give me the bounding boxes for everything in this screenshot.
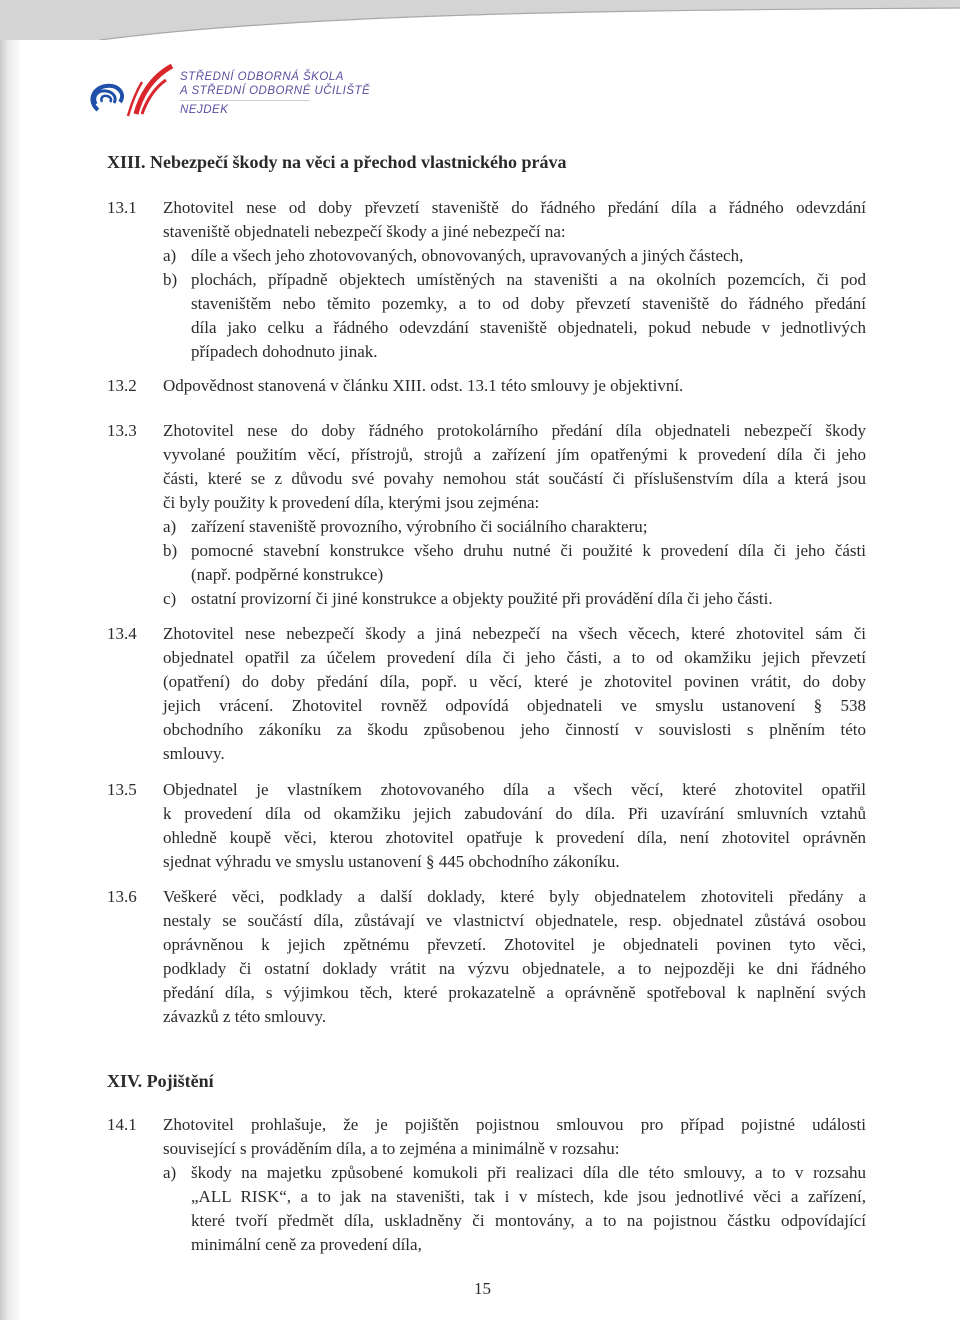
text-line: Veškeré věci, podklady a další doklady, které byly objednatelem zhotoviteli předány a bbox=[163, 887, 866, 906]
paragraph-number: 13.6 bbox=[107, 887, 137, 906]
text-line: (opatření) do doby předání díla, popř. u věcí, které je zhotovitel povinen vrátit, do doby bbox=[163, 672, 866, 691]
text-line: podklady či ostatní doklady vrátit na výzvu objednatele, a to nejpozději ke dni řádného bbox=[163, 959, 866, 978]
list-item-text: díla jako celku a řádného odevzdání staveniště objednateli, pokud nebude v jednotlivých bbox=[191, 318, 866, 337]
list-item-text: škody na majetku způsobené komukoli při realizaci díla dle této smlouvy, a to v rozsahu bbox=[191, 1163, 866, 1182]
page-number: 15 bbox=[474, 1279, 491, 1298]
list-label: b) bbox=[163, 541, 178, 560]
list-label: a) bbox=[163, 246, 177, 265]
section-heading-xiv: XIV. Pojištění bbox=[107, 1071, 214, 1091]
list-item-text: pomocné stavební konstrukce všeho druhu nutné či použité k provedení díla či jeho části bbox=[191, 541, 866, 560]
list-item-text: které tvoří předmět díla, uskladněny či montovány, a to na pojistnou částku odpovídající bbox=[191, 1211, 866, 1230]
text-line: či byly použity k provedení díla, kterými jsou zejména: bbox=[163, 493, 540, 512]
paragraph-number: 13.5 bbox=[107, 780, 137, 799]
text-line: sjednat výhradu ve smyslu ustanovení § 445 obchodního zákoníku. bbox=[163, 852, 620, 871]
school-line: A STŘEDNÍ ODBORNÉ UČILIŠTĚ bbox=[180, 85, 371, 97]
list-label: a) bbox=[163, 517, 177, 536]
list-item-text: staveništěm nebo těmito pozemky, a to od doby převzetí staveniště do řádného předání bbox=[191, 294, 866, 313]
list-item-text: minimální ceně za provedení díla, bbox=[191, 1235, 422, 1254]
paragraph-number: 13.4 bbox=[107, 624, 137, 643]
list-item-text: plochách, případně objektech umístěných na staveništi a na okolních pozemcích, či pod bbox=[191, 270, 866, 289]
text-line: vyvolané použitím věcí, přístrojů, strojů a zařízení jím opatřenými k provedení díla či jeho bbox=[163, 445, 866, 464]
school-line: NEJDEK bbox=[180, 104, 229, 116]
text-line: Zhotovitel nese do doby řádného protokolárního předání díla objednateli nebezpečí škody bbox=[163, 421, 866, 440]
paragraph-number: 14.1 bbox=[107, 1115, 137, 1134]
text-line: závazků z této smlouvy. bbox=[163, 1007, 327, 1026]
section-heading-xiii: XIII. Nebezpečí škody na věci a přechod vlastnického práva bbox=[107, 152, 567, 172]
paragraph-number: 13.1 bbox=[107, 198, 137, 217]
text-line: Zhotovitel nese od doby převzetí staveniště do řádného předání díla a řádného odevzdání bbox=[163, 198, 866, 217]
text-line: objednatel opatřil za účelem provedení díla či jeho části, a to od okamžiku jejich převzetí bbox=[163, 648, 866, 667]
text-line: staveniště objednateli nebezpečí škody a jiné nebezpečí na: bbox=[163, 222, 566, 241]
text-line: jejich vrácení. Zhotovitel rovněž odpovídá objednateli ve smyslu ustanovení § 538 bbox=[163, 696, 866, 715]
text-line: oprávněnou k jejich zpětnému převzetí. Zhotovitel je objednateli povinen tyto věci, bbox=[163, 935, 866, 954]
text-line: obchodního zákoníku za škodu způsobenou jeho činností v souvislosti s plněním této bbox=[163, 720, 866, 739]
text-line: Zhotovitel nese nebezpečí škody a jiná nebezpečí na všech věcech, které zhotovitel sám či bbox=[163, 624, 866, 643]
text-line: Odpovědnost stanovená v článku XIII. odst. 13.1 této smlouvy je objektivní. bbox=[163, 376, 684, 395]
text-line: ohledně koupě věci, kterou zhotovitel opatřuje k provedení díla, není zhotovitel oprávněn bbox=[163, 828, 866, 847]
text-line: části, které se z důvodu své povahy nemohou stát součástí či příslušenstvím díla a která jsou bbox=[163, 469, 866, 488]
text-line: Objednatel je vlastníkem zhotovovaného díla a všech věcí, které zhotovitel opatřil bbox=[163, 780, 866, 799]
text-line: Zhotovitel prohlašuje, že je pojištěn pojistnou smlouvou pro případ pojistné události bbox=[163, 1115, 866, 1134]
list-label: a) bbox=[163, 1163, 177, 1182]
list-label: b) bbox=[163, 270, 178, 289]
text-line: předání díla, s výjimkou těch, které prokazatelně a oprávněně spotřeboval k naplnění svých bbox=[163, 983, 866, 1002]
list-item-text: zařízení staveniště provozního, výrobního či sociálního charakteru; bbox=[191, 517, 648, 536]
list-item-text: díle a všech jeho zhotovovaných, obnovovaných, upravovaných a jiných částech, bbox=[191, 246, 744, 265]
list-label: c) bbox=[163, 589, 177, 608]
school-line: STŘEDNÍ ODBORNÁ ŠKOLA bbox=[180, 71, 344, 83]
list-item-text: (např. podpěrné konstrukce) bbox=[191, 565, 384, 584]
text-line: související s prováděním díla, a to zejména a minimálně v rozsahu: bbox=[163, 1139, 620, 1158]
text-line: nestaly se součástí díla, zůstávají ve vlastnictví objednatele, resp. objednatel zůstává osobou bbox=[163, 911, 866, 930]
text-line: smlouvy. bbox=[163, 744, 225, 763]
text-line: k provedení díla od okamžiku jejich zabudování do díla. Při uzavírání smluvních vztahů bbox=[163, 804, 866, 823]
paragraph-number: 13.2 bbox=[107, 376, 137, 395]
list-item-text: ostatní provizorní či jiné konstrukce a objekty použité při provádění díla či jeho části. bbox=[191, 589, 773, 608]
paragraph-number: 13.3 bbox=[107, 421, 137, 440]
list-item-text: „ALL RISK“, a to jak na staveništi, tak i v místech, kde jsou jednotlivé věci a zařízení, bbox=[191, 1187, 866, 1206]
list-item-text: případech dohodnuto jinak. bbox=[191, 342, 378, 361]
